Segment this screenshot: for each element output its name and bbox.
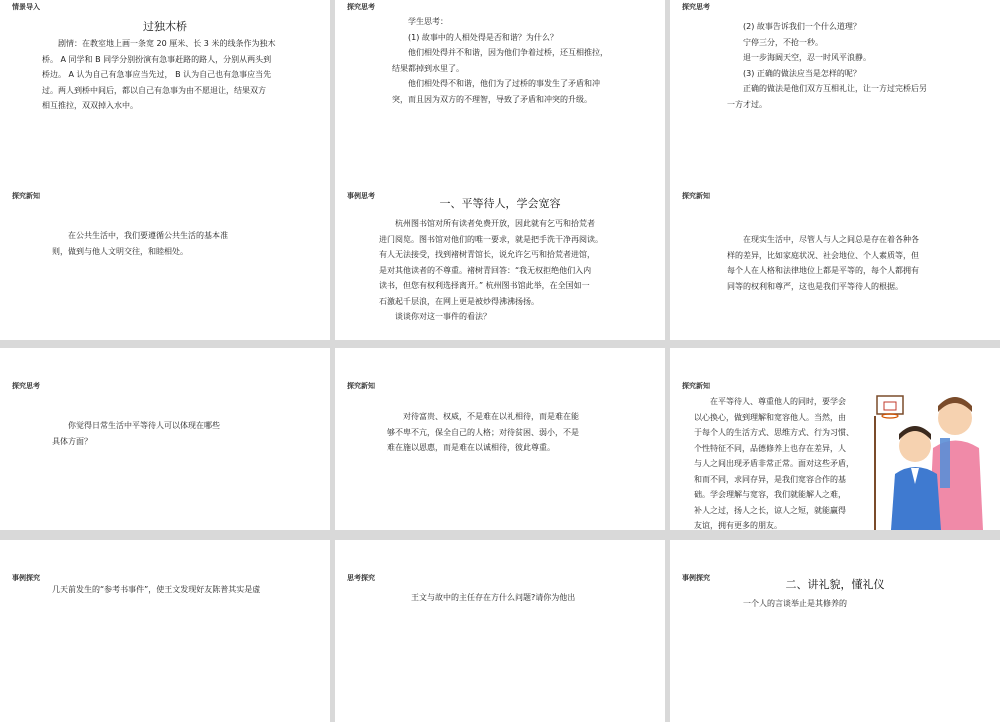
slide-section-tag: 事例探究 [682,574,710,582]
slide-body-text: 在现实生活中，尽管人与人之间总是存在着各种各 样的差异，比如家庭状况、社会地位、个人素质等，但 每个人在人格和法律地位上都是平等的，每个人都拥有 同等的权利和尊严，这也是我们平等待人的根据。 [727,235,919,291]
slide-body-text: 一个人的言谈举止是其修养的 [727,599,847,608]
slide-body-text: 王文与故中的主任存在方什么问题?请你为他出 [395,593,576,602]
slide-body-text: 对待富贵、权威，不是难在以礼相待，而是难在能 够不卑不亢，保全自己的人格；对待贫困、弱小，不是 难在施以恩惠，而是难在以诚相待，彼此尊重。 [387,412,579,452]
slide-body-text: 在公共生活中，我们要遵循公共生活的基本准 则，做到与他人文明交往，和睦相处。 [52,231,228,256]
slide-body-text: 剧情：在教室地上画一条宽 20 厘米、长 3 米的线条作为独木 桥。 A 同学和 B 同学分别扮演有急事赶路的路人，分别从两头到 桥边。 A 认为自己有急事应当先过， B 认为自己也有急事应当先 过。两人到桥中间后，都以自己有急事为由不愿退让，结果双方 相互推拉，双双掉入水中。 [42,39,276,110]
slide-body-text: 在平等待人、尊重他人的同时，要学会 以心换心，做到理解和宽容他人。当然，由 于每个人的生活方式、思维方式、行为习惯、 个性特征不同，品德修养上也存在差异，人 与人之间出现矛盾非常正常。面对这些矛盾， 和而不同，求同存异，是我们宽容合作的基 础。学会理解与宽容，我们就能解人之难， 补人之过，扬人之长，谅人之短，就能赢得 友谊，拥有更多的朋友。 [694,397,854,530]
slide-6[interactable] [670,158,1000,340]
slide-5[interactable] [335,158,665,340]
slide-section-tag: 事例探究 [12,574,40,582]
slide-section-tag: 情景导入 [12,3,40,11]
slide-body-text: (2) 故事告诉我们一个什么道理？ 宁停三分，不抢一秒。 退一步海阔天空，忍一时风平浪静。 (3) 正确的做法应当是怎样的呢？ 正确的做法是他们双方互相礼让，让一方过完桥后另 一方才过。 [727,22,927,109]
slide-3[interactable] [670,0,1000,182]
two-boys-illustration [855,388,1000,530]
slide-10[interactable] [0,540,330,722]
slide-body-text: 几天前发生的“参考书事件”，使王文发现好友陈普其实是虚 [36,585,261,594]
slide-title: 一、平等待人，学会宽容 [439,197,561,210]
slide-section-tag: 探究思考 [347,3,375,11]
slide-body-text: 你觉得日常生活中平等待人可以体现在哪些 具体方面？ [52,421,220,446]
slide-section-tag: 探究新知 [12,192,40,200]
slide-7[interactable] [0,348,330,530]
slide-body-text: 杭州图书馆对所有读者免费开放，因此就有乞丐和拾荒者 进门阅览。图书馆对他们的唯一要求，就是把手洗干净再阅读。 有人无法接受，找到褚树青馆长，说允许乞丐和拾荒者进馆， 是对其他读者的不尊重。褚树青回答：“我无权拒绝他们入内 读书，但您有权利选择离开。” 杭州图书馆此举，在全国如一 石激起千层浪，在网上更是被炒得沸沸扬扬。 谈谈你对这一事件的看法？ [379,219,603,321]
slide-section-tag: 探究思考 [682,3,710,11]
slide-1[interactable] [0,0,330,182]
slide-2[interactable] [335,0,665,182]
slide-11[interactable] [335,540,665,722]
slide-section-tag: 事例思考 [347,192,375,200]
slide-title: 过独木桥 [143,20,187,33]
slide-section-tag: 探究新知 [347,382,375,390]
slide-9[interactable] [670,348,1000,530]
slide-8[interactable] [335,348,665,530]
slide-section-tag: 探究思考 [12,382,40,390]
slide-title: 二、讲礼貌，懂礼仪 [785,578,885,591]
slide-4[interactable] [0,158,330,340]
slide-body-text: 学生思考： (1) 故事中的人相处得是否和谐？为什么？ 他们相处得并不和谐，因为他们争着过桥，还互相推拉， 结果都掉到水里了。 他们相处得不和谐，他们为了过桥的事发生了矛盾和冲 突，而且因为双方的不理智，导致了矛盾和冲突的升级。 [392,17,608,104]
slide-section-tag: 探究新知 [682,192,710,200]
slide-section-tag: 探究新知 [682,382,710,390]
slide-12[interactable] [670,540,1000,722]
slide-section-tag: 思考探究 [347,574,375,582]
